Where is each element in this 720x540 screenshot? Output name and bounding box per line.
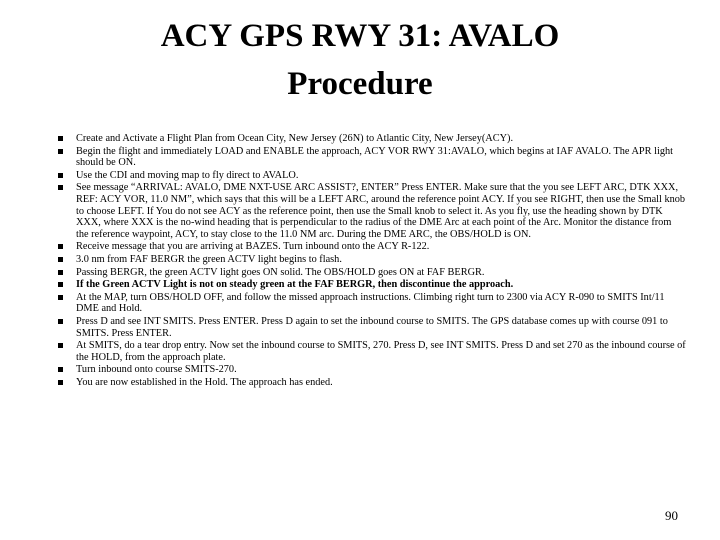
square-bullet-icon [58, 270, 63, 275]
procedure-step [56, 340, 686, 363]
procedure-step-text: Passing BERGR, the green ACTV light goes ON solid. The OBS/HOLD goes ON at FAF BERGR. [76, 266, 485, 278]
page-number: 90 [665, 508, 678, 523]
procedure-step [56, 170, 686, 182]
square-bullet-icon [58, 149, 63, 154]
procedure-step-text: Begin the flight and immediately LOAD and ENABLE the approach, ACY VOR RWY 31:AVALO, which begins at IAF AVALO. The APR light should be ON. [76, 145, 673, 169]
procedure-step-text: Receive message that you are arriving at BAZES. Turn inbound onto the ACY R-122. [76, 241, 430, 253]
procedure-step [56, 279, 686, 291]
procedure-step [56, 241, 686, 253]
square-bullet-icon [58, 173, 63, 178]
procedure-step-text: At SMITS, do a tear drop entry. Now set the inbound course to SMITS, 270. Press D, see INT SMITS. Press D and set 270 as the inbound course of the HOLD, from the approach plate. [76, 340, 686, 363]
procedure-step [56, 316, 686, 339]
procedure-step-text: Create and Activate a Flight Plan from Ocean City, New Jersey (26N) to Atlantic City, New Jersey(ACY). [76, 133, 514, 144]
procedure-step [56, 364, 686, 376]
procedure-step [56, 133, 686, 145]
procedure-step [56, 254, 686, 266]
square-bullet-icon [58, 380, 63, 385]
procedure-step-text: At the MAP, turn OBS/HOLD OFF, and follow the missed approach instructions. Climbing right turn to 2300 via ACY R-090 to SMITS Int/11 DME and Hold. [76, 291, 665, 315]
square-bullet-icon [58, 282, 63, 287]
procedure-step-text: See message “ARRIVAL: AVALO, DME NXT-USE ARC ASSIST?, ENTER” Press ENTER. Make sure that the you see LEFT ARC, DTK XXX, REF: ACY VOR, 11.0 NM”, which says that this will be a LEFT ARC, around the reference point ACY. If you see RIGHT, then use the Small knob to choose LEFT. If You do not see ACY as the reference point, then use the Small knob to select it. As you fly, use the heading shown by DTK XXX, where XXX is the no-wind heading that is perpendicular to the radius of the DME Arc at each point of the Arc. Monitor the distance from the reference waypoint, ACY, to stay close to the 11.0 NM arc. During the DME ARC, the OBS/HOLD is ON. [76, 182, 686, 240]
square-bullet-icon [58, 343, 63, 348]
slide-title [0, 12, 720, 108]
square-bullet-icon [58, 185, 63, 190]
procedure-step [56, 377, 686, 389]
procedure-step-text: Use the CDI and moving map to fly direct to AVALO. [76, 169, 299, 181]
procedure-step [56, 292, 686, 315]
slide-title-line-1: ACY GPS RWY 31: AVALO [160, 18, 560, 54]
procedure-step-text: 3.0 nm from FAF BERGR the green ACTV light begins to flash. [76, 253, 342, 265]
square-bullet-icon [58, 319, 63, 324]
square-bullet-icon [58, 295, 63, 300]
procedure-step-text: If the Green ACTV Light is not on steady green at the FAF BERGR, then discontinue the approach. [76, 279, 514, 291]
square-bullet-icon [58, 257, 63, 262]
square-bullet-icon [58, 367, 63, 372]
procedure-step [56, 267, 686, 279]
procedure-steps-list [56, 133, 686, 389]
procedure-step-text: Press D and see INT SMITS. Press ENTER. Press D again to set the inbound course to SMITS. The GPS database comes up with course 091 to SMITS. Press ENTER. [76, 315, 668, 339]
procedure-step [56, 146, 686, 169]
procedure-step-text: Turn inbound onto course SMITS-270. [76, 364, 237, 376]
square-bullet-icon [58, 244, 63, 249]
square-bullet-icon [58, 136, 63, 141]
procedure-step [56, 182, 686, 240]
procedure-step-text: You are now established in the Hold. The approach has ended. [76, 376, 333, 388]
slide-title-line-2: Procedure [287, 66, 433, 102]
